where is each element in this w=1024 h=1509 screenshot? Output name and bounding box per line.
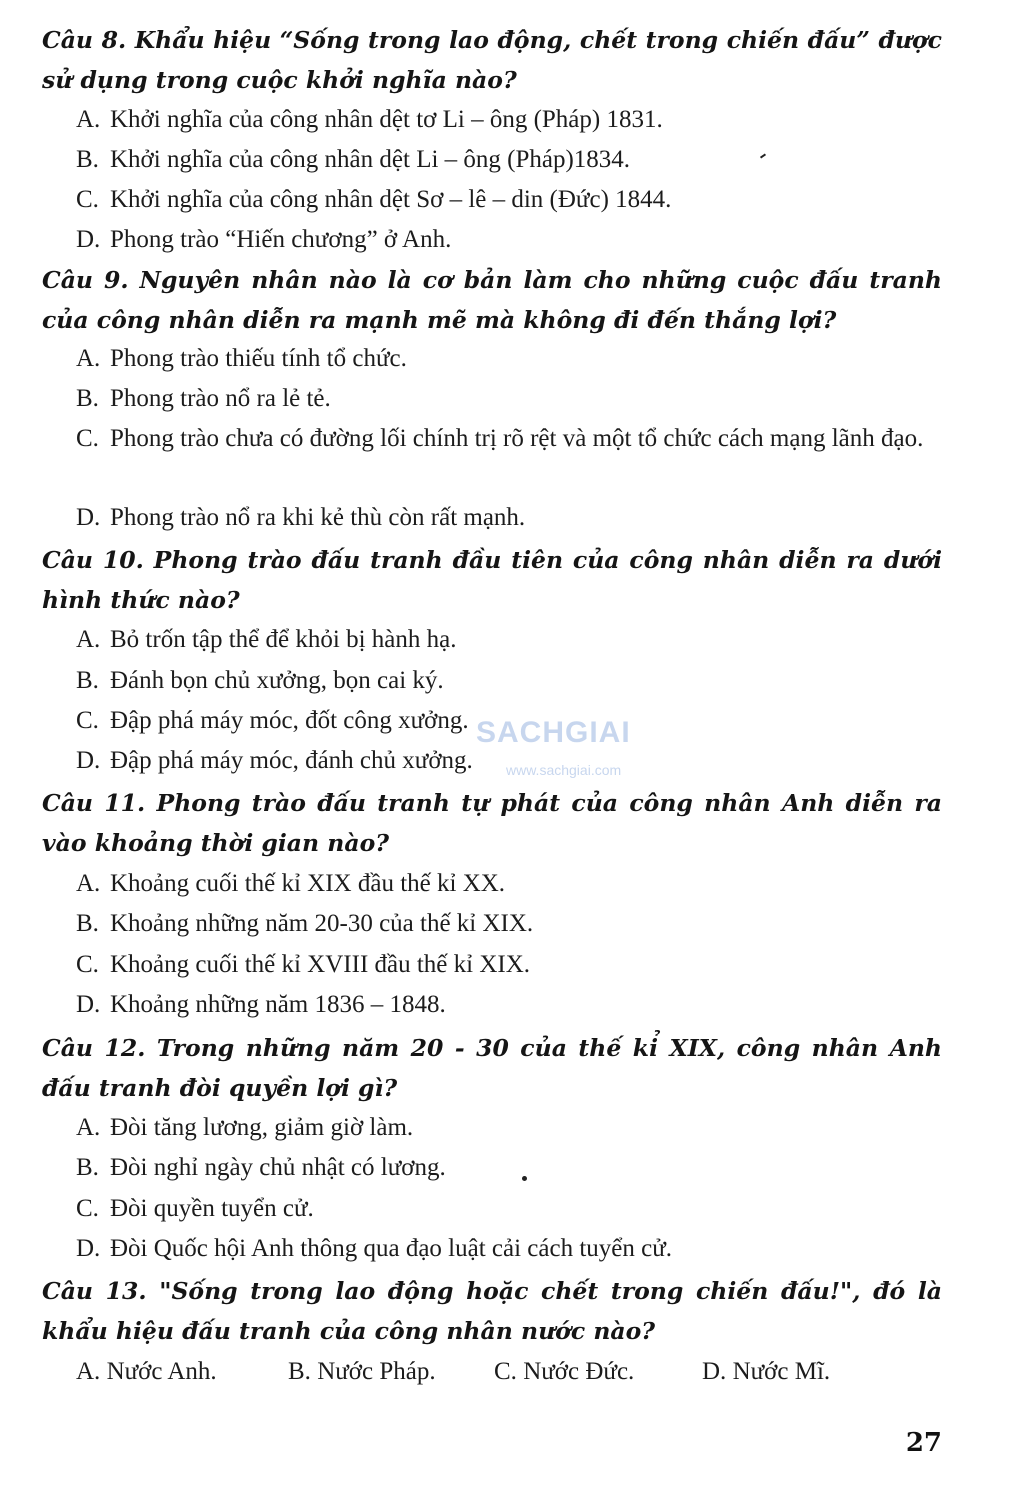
- option-letter: C.: [76, 186, 99, 213]
- option-letter: B.: [76, 146, 99, 173]
- option-text: Đòi Quốc hội Anh thông qua đạo luật cải cách tuyển cử.: [110, 1235, 673, 1262]
- question-9-option-c: [76, 419, 942, 458]
- watermark-url: www.sachgiai.com: [506, 762, 622, 778]
- option-letter: B.: [76, 1154, 99, 1181]
- option-letter: D.: [76, 747, 101, 774]
- option-text: Khoảng những năm 20-30 của thế kỉ XIX.: [110, 910, 534, 937]
- option-letter: B.: [76, 667, 99, 694]
- option-text: Đòi quyền tuyển cử.: [110, 1195, 314, 1222]
- option-letter: B.: [288, 1358, 311, 1385]
- option-text: Khoảng cuối thế kỉ XVIII đầu thế kỉ XIX.: [110, 951, 531, 978]
- option-text: Khởi nghĩa của công nhân dệt Li – ông (Pháp)1834.: [110, 146, 631, 173]
- option-text: Đòi nghỉ ngày chủ nhật có lương.: [110, 1154, 446, 1181]
- question-13-option-b: [288, 1352, 494, 1391]
- option-text: Nước Anh.: [106, 1358, 217, 1385]
- option-text: Đập phá máy móc, đốt công xưởng.: [110, 707, 469, 734]
- option-text: Khoảng những năm 1836 – 1848.: [110, 991, 446, 1018]
- option-text: Đánh bọn chủ xưởng, bọn cai ký.: [110, 667, 444, 694]
- question-9-option-a: [76, 339, 942, 378]
- watermark-logo-text: SACHGIAI: [476, 716, 631, 749]
- option-text: Phong trào chưa có đường lối chính trị rõ rệt và một tổ chức cách mạng lãnh đạo.: [110, 425, 924, 452]
- option-letter: D.: [76, 504, 101, 531]
- question-8-option-c: [76, 180, 942, 219]
- option-letter: B.: [76, 910, 99, 937]
- question-10-option-b: [76, 661, 942, 700]
- question-13-option-a: [76, 1352, 288, 1391]
- option-text: Nước Pháp.: [317, 1358, 436, 1385]
- question-12-option-c: [76, 1189, 942, 1228]
- option-letter: C.: [76, 425, 99, 452]
- question-8-option-d: [76, 220, 942, 259]
- scan-dot: [522, 1176, 527, 1181]
- question-11-option-b: [76, 904, 942, 943]
- question-10-text: Câu 10. Phong trào đấu tranh đầu tiên của công nhân diễn ra dưới hình thức nào?: [42, 546, 942, 614]
- option-text: Phong trào nổ ra lẻ tẻ.: [110, 385, 331, 412]
- option-text: Phong trào thiếu tính tổ chức.: [110, 345, 407, 372]
- option-text: Đập phá máy móc, đánh chủ xưởng.: [110, 747, 473, 774]
- option-letter: A.: [76, 345, 101, 372]
- option-letter: A.: [76, 870, 101, 897]
- option-letter: A.: [76, 106, 101, 133]
- question-12-option-d: [76, 1229, 942, 1268]
- question-9-option-b: [76, 379, 942, 418]
- option-letter: A.: [76, 626, 101, 653]
- option-letter: C.: [76, 707, 99, 734]
- question-10-option-a: [76, 620, 942, 659]
- option-letter: D.: [76, 991, 101, 1018]
- option-letter: C.: [494, 1358, 517, 1385]
- question-8-option-a: [76, 100, 942, 139]
- option-text: Khởi nghĩa của công nhân dệt tơ Li – ông (Pháp) 1831.: [110, 106, 663, 133]
- question-8-option-b: [76, 140, 942, 179]
- option-text: Nước Mĩ.: [732, 1358, 831, 1385]
- question-12-option-a: [76, 1108, 942, 1147]
- option-text: Khởi nghĩa của công nhân dệt Sơ – lê – din (Đức) 1844.: [110, 186, 672, 213]
- question-11-text: Câu 11. Phong trào đấu tranh tự phát của công nhân Anh diễn ra vào khoảng thời gian nào?: [42, 789, 942, 857]
- question-10-option-c: [76, 701, 942, 740]
- option-letter: A.: [76, 1358, 101, 1385]
- question-9-option-d: [76, 498, 942, 537]
- option-letter: A.: [76, 1114, 101, 1141]
- option-text: Bỏ trốn tập thể để khỏi bị hành hạ.: [110, 626, 457, 653]
- page-number: 27: [905, 1428, 942, 1458]
- option-text: Đòi tăng lương, giảm giờ làm.: [110, 1114, 414, 1141]
- option-letter: C.: [76, 951, 99, 978]
- option-text: Khoảng cuối thế kỉ XIX đầu thế kỉ XX.: [110, 870, 506, 897]
- question-11-option-d: [76, 985, 942, 1024]
- question-12-option-b: [76, 1148, 942, 1187]
- question-11-option-a: [76, 864, 942, 903]
- option-letter: D.: [76, 226, 101, 253]
- question-8-text: Câu 8. Khẩu hiệu “Sống trong lao động, chết trong chiến đấu” được sử dụng trong cuộc khởi nghĩa nào?: [42, 26, 942, 94]
- option-text: Phong trào nổ ra khi kẻ thù còn rất mạnh.: [110, 504, 526, 531]
- option-text: Phong trào “Hiến chương” ở Anh.: [110, 226, 452, 253]
- option-letter: D.: [76, 1235, 101, 1262]
- option-letter: B.: [76, 385, 99, 412]
- question-13-option-d: [702, 1352, 830, 1391]
- question-9-text: Câu 9. Nguyên nhân nào là cơ bản làm cho những cuộc đấu tranh của công nhân diễn ra mạnh mẽ mà không đi đến thắng lợi?: [42, 266, 942, 334]
- question-13-text: Câu 13. "Sống trong lao động hoặc chết trong chiến đấu!", đó là khẩu hiệu đấu tranh của công nhân nước nào?: [42, 1277, 942, 1345]
- question-13-option-c: [494, 1352, 702, 1391]
- option-letter: C.: [76, 1195, 99, 1222]
- question-11-option-c: [76, 945, 942, 984]
- question-10-option-d: [76, 741, 942, 780]
- question-12-text: Câu 12. Trong những năm 20 - 30 của thế kỉ XIX, công nhân Anh đấu tranh đòi quyền lợi gì?: [42, 1034, 942, 1102]
- question-13-options: [76, 1352, 942, 1391]
- option-letter: D.: [702, 1358, 727, 1385]
- option-text: Nước Đức.: [523, 1358, 635, 1385]
